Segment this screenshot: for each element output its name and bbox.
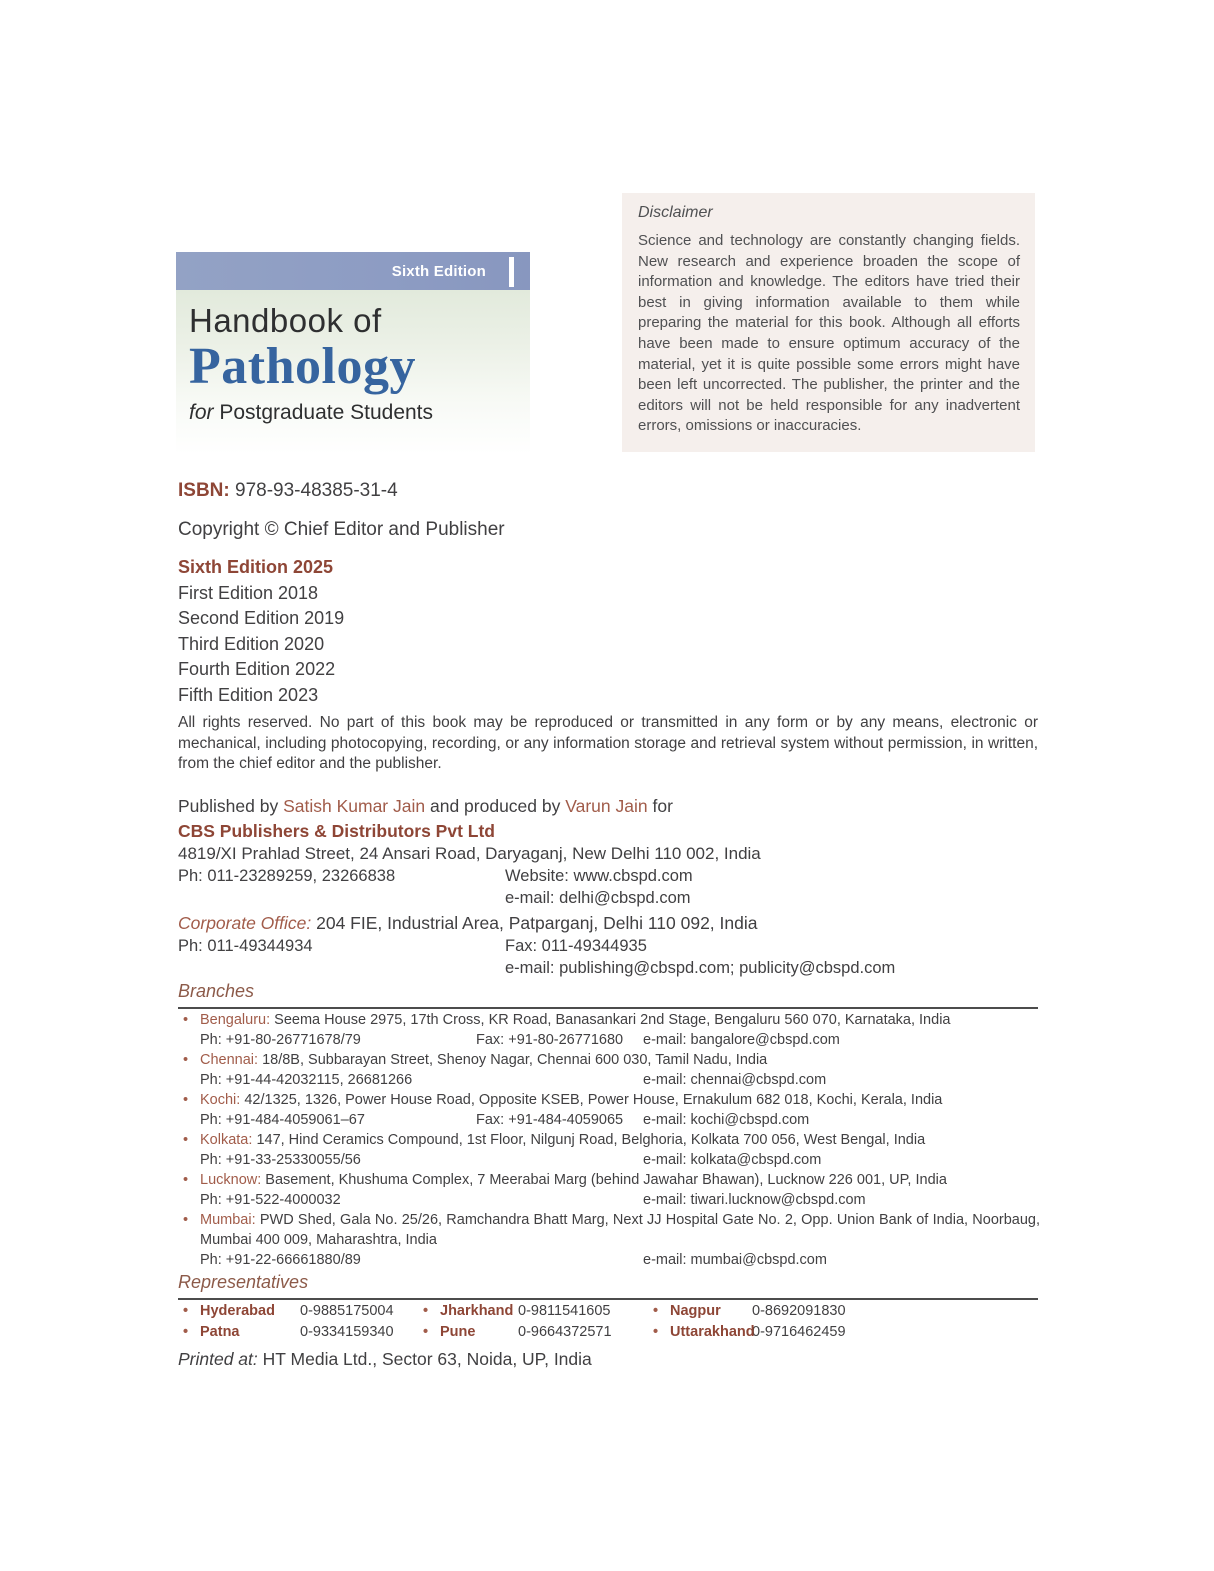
rep-city (178, 1301, 300, 1322)
company-website: Website: www.cbspd.com (505, 867, 693, 885)
branch-fax: Fax: +91-80-26771680 (476, 1032, 624, 1048)
branch-phone: Ph: +91-80-26771678/79 (200, 1032, 361, 1048)
cover-body (176, 290, 530, 454)
bullet-icon: • (423, 1324, 429, 1340)
edition-item: First Edition 2018 (178, 582, 319, 603)
rep-phone: 0-9811541605 (518, 1303, 611, 1319)
rep-phone: 0-8692091830 (752, 1303, 846, 1319)
branches-heading: Branches (178, 981, 1038, 1009)
branch-address: 42/1325, 1326, Power House Road, Opposite KSEB, Power House, Ernakulum 682 018, Kochi, Kerala, India (244, 1092, 943, 1108)
edition-item: Fourth Edition 2022 (178, 659, 336, 679)
representatives-grid (178, 1301, 1040, 1343)
bullet-icon: • (183, 1303, 189, 1319)
branch-phone: Ph: +91-522-4000032 (200, 1192, 341, 1208)
edition-item: Third Edition 2020 (178, 633, 325, 654)
branch-phone: Ph: +91-44-42032115, 26681266 (200, 1072, 413, 1088)
branches-list (178, 1010, 1040, 1270)
company-name: CBS Publishers & Distributors Pvt Ltd (178, 821, 495, 841)
branch-address: 18/8B, Subbarayan Street, Shenoy Nagar, Chennai 600 030, Tamil Nadu, India (262, 1052, 768, 1068)
branch-address-line (178, 1210, 1040, 1250)
branch-address-line (178, 1170, 1040, 1190)
current-edition: Sixth Edition 2025 (178, 557, 334, 577)
rep-city (648, 1301, 752, 1322)
rep-phone: 0-9885175004 (300, 1303, 394, 1319)
edition-badge: Sixth Edition (391, 262, 486, 280)
branch-item (178, 1210, 1040, 1270)
branch-phone: Ph: +91-484-4059061–67 (200, 1112, 365, 1128)
branch-item (178, 1170, 1040, 1210)
branch-address: PWD Shed, Gala No. 25/26, Ramchandra Bhatt Marg, Next JJ Hospital Gate No. 2, Opp. Union Bank of India, Noorbaug, Mumbai 400 009, Maharashtra, India (200, 1212, 1040, 1248)
company-email: e-mail: delhi@cbspd.com (505, 889, 691, 907)
representatives-heading: Representatives (178, 1272, 1038, 1300)
branch-email: e-mail: kolkata@cbspd.com (643, 1152, 822, 1168)
branch-address-line (178, 1010, 1040, 1030)
rep-city-name: Patna (200, 1324, 240, 1340)
cover-band-tick-decoration (509, 257, 514, 287)
book-cover-image (176, 252, 530, 454)
cover-title-main: Pathology (189, 338, 416, 395)
branch-phone: Ph: +91-22-66661880/89 (200, 1252, 361, 1268)
branch-address-line (178, 1130, 1040, 1150)
rep-phone: 0-9664372571 (518, 1324, 612, 1340)
bullet-icon: • (183, 1092, 189, 1108)
rep-city-name: Pune (440, 1324, 476, 1340)
branch-email: e-mail: bangalore@cbspd.com (643, 1032, 840, 1048)
isbn-value: 978-93-48385-31-4 (235, 480, 398, 501)
rep-phone: 0-9716462459 (752, 1324, 846, 1340)
corporate-phone: Ph: 011-49344934 (178, 937, 313, 955)
isbn-label: ISBN: (178, 480, 230, 501)
branch-phone: Ph: +91-33-25330055/56 (200, 1152, 361, 1168)
branch-item (178, 1090, 1040, 1130)
published-by-prefix: Published by (178, 796, 279, 816)
branch-email: e-mail: tiwari.lucknow@cbspd.com (643, 1192, 866, 1208)
rep-city (648, 1322, 755, 1343)
branch-contact-line (178, 1150, 1040, 1170)
rep-city (418, 1301, 518, 1322)
branch-address-line (178, 1050, 1040, 1070)
edition-item: Second Edition 2019 (178, 608, 345, 628)
cover-edition-band (176, 252, 530, 290)
bullet-icon: • (423, 1303, 429, 1319)
bullet-icon: • (183, 1012, 189, 1028)
bullet-icon: • (183, 1132, 189, 1148)
edition-history (178, 555, 344, 708)
corporate-office-address: 204 FIE, Industrial Area, Patparganj, Delhi 110 092, India (316, 913, 758, 933)
rights-notice: All rights reserved. No part of this book may be reproduced or transmitted in any form or by any means, electronic or mechanical, including photocopying, recording, or any information storage and retrieval system without permission, in written, from the chief editor and the publisher. (178, 714, 1038, 772)
copyright-line: Copyright © Chief Editor and Publisher (178, 519, 505, 540)
bullet-icon: • (653, 1303, 659, 1319)
branch-contact-line (178, 1190, 1040, 1210)
publisher-name: Satish Kumar Jain (283, 796, 426, 816)
produced-by-middle: and produced by (429, 796, 561, 816)
rep-city-name: Nagpur (670, 1303, 721, 1319)
branch-address: Basement, Khushuma Complex, 7 Meerabai Marg (behind Jawahar Bhawan), Lucknow 226 001, UP, India (265, 1172, 947, 1188)
published-by-line (178, 796, 673, 817)
rep-city-name: Hyderabad (200, 1303, 275, 1319)
corporate-office-line (178, 913, 757, 934)
branch-address: Seema House 2975, 17th Cross, KR Road, Banasankari 2nd Stage, Bengaluru 560 070, Karnataka, India (274, 1012, 951, 1028)
producer-name: Varun Jain (565, 796, 648, 816)
bullet-icon: • (183, 1212, 189, 1228)
branch-item (178, 1010, 1040, 1050)
branch-fax: Fax: +91-484-4059065 (476, 1112, 624, 1128)
published-by-suffix: for (652, 796, 673, 816)
disclaimer-title: Disclaimer (638, 204, 713, 221)
company-address: 4819/XI Prahlad Street, 24 Ansari Road, Daryaganj, New Delhi 110 002, India (178, 844, 761, 863)
branch-contact-line (178, 1110, 1040, 1130)
branch-city: Mumbai: (200, 1212, 256, 1228)
company-phone: Ph: 011-23289259, 23266838 (178, 867, 396, 885)
rep-city-name: Jharkhand (440, 1303, 514, 1319)
corporate-office-label: Corporate Office: (178, 913, 312, 933)
printed-at-line (178, 1349, 592, 1370)
branch-city: Bengaluru: (200, 1012, 271, 1028)
cover-subtitle-rest: Postgraduate Students (219, 401, 434, 425)
branch-email: e-mail: kochi@cbspd.com (643, 1112, 810, 1128)
corporate-email: e-mail: publishing@cbspd.com; publicity@cbspd.com (505, 959, 896, 977)
cover-subtitle (189, 401, 530, 425)
branch-city: Chennai: (200, 1052, 259, 1068)
bullet-icon: • (653, 1324, 659, 1340)
cover-subtitle-for: for (189, 401, 214, 425)
disclaimer-text: Science and technology are constantly changing fields. New research and experience broaden the scope of information and knowledge. The editors have tried their best in giving information available to them while preparing the material for this book. Although all efforts have been made to ensure optimum accuracy of the material, yet it is quite possible some errors might have been left uncorrected. The publisher, the printer and the editors will not be held responsible for any inadvertent errors, omissions or inaccuracies. (638, 232, 1020, 435)
branch-contact-line (178, 1070, 1040, 1090)
bullet-icon: • (183, 1052, 189, 1068)
rep-city-name: Uttarakhand (670, 1324, 755, 1340)
isbn-line (178, 480, 398, 502)
branch-item (178, 1050, 1040, 1090)
edition-item: Fifth Edition 2023 (178, 684, 319, 705)
branch-address: 147, Hind Ceramics Compound, 1st Floor, Nilgunj Road, Belghoria, Kolkata 700 056, West Bengal, India (256, 1132, 926, 1148)
branch-city: Kochi: (200, 1092, 241, 1108)
branch-city: Lucknow: (200, 1172, 262, 1188)
branch-contact-line (178, 1250, 1040, 1270)
branch-email: e-mail: mumbai@cbspd.com (643, 1252, 827, 1268)
rep-phone: 0-9334159340 (300, 1324, 394, 1340)
branch-contact-line (178, 1030, 1040, 1050)
branch-item (178, 1130, 1040, 1170)
bullet-icon: • (183, 1324, 189, 1340)
corporate-fax: Fax: 011-49344935 (505, 937, 647, 955)
disclaimer-box (622, 193, 1035, 452)
rep-city (178, 1322, 300, 1343)
branch-address-line (178, 1090, 1040, 1110)
branch-city: Kolkata: (200, 1132, 253, 1148)
branch-email: e-mail: chennai@cbspd.com (643, 1072, 827, 1088)
printed-at-label: Printed at: (178, 1349, 258, 1369)
bullet-icon: • (183, 1172, 189, 1188)
printed-at-value: HT Media Ltd., Sector 63, Noida, UP, India (262, 1349, 592, 1369)
rep-city (418, 1322, 518, 1343)
cover-title-top: Handbook of (189, 302, 382, 339)
